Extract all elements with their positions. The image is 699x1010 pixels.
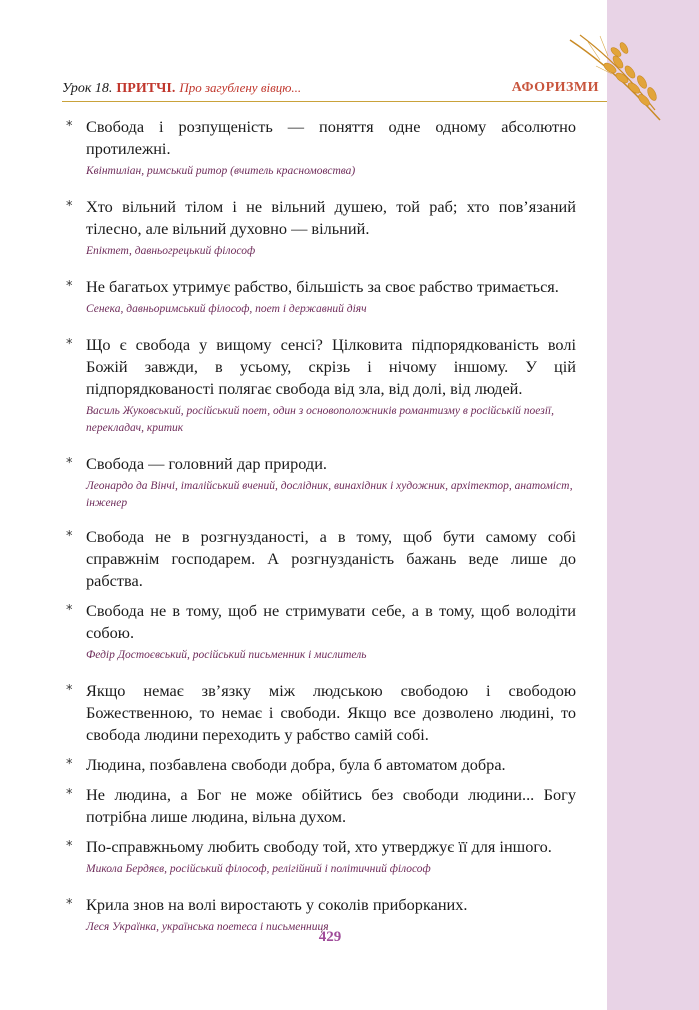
aphorism-item — [66, 276, 576, 318]
aphorism-text: Людина, позбавлена свободи добра, була б автоматом добра. — [86, 755, 506, 774]
lesson-subtitle: Про загублену вівцю... — [179, 80, 302, 95]
bullet-asterisk-icon: * — [66, 456, 73, 471]
aphorism-item — [66, 196, 576, 260]
lesson-title: ПРИТЧІ. — [116, 81, 176, 96]
aphorism-item — [66, 784, 576, 828]
aphorism-text: Хто вільний тілом і не вільний душею, той раб; хто пов’язаний тілесно, але вільний духовно — вільний. — [86, 197, 576, 238]
aphorism-item — [66, 526, 576, 592]
aphorism-author: Василь Жуковський, російський поет, один з основоположників романтизму в російській поезії, перекладач, критик — [86, 405, 555, 434]
header-divider — [62, 101, 607, 102]
side-color-band — [607, 0, 699, 1010]
aphorism-text: По-справжньому любить свободу той, хто утверджує її для іншого. — [86, 837, 552, 856]
bullet-asterisk-icon: * — [66, 839, 73, 854]
aphorism-text: Свобода не в розгнузданості, а в тому, щоб бути самому собі справжнім господарем. А розгнузданість бажань веде лише до рабства. — [86, 527, 576, 590]
bullet-asterisk-icon: * — [66, 897, 73, 912]
aphorism-item — [66, 680, 576, 746]
aphorism-author: Леонардо да Вінчі, італійський вчений, дослідник, винахідник і художник, архітектор, анатоміст, інженер — [86, 480, 573, 509]
aphorism-item — [66, 453, 576, 512]
aphorism-text: Якщо немає зв’язку між людською свободою і свободою Божественною, то немає і свободи. Якщо все дозволено людині, то свобода людини переходить у рабство самій собі. — [86, 681, 576, 744]
aphorisms-list — [66, 116, 576, 936]
aphorism-text: Свобода — головний дар природи. — [86, 454, 327, 473]
page-header — [62, 80, 599, 100]
bullet-asterisk-icon: * — [66, 337, 73, 352]
aphorism-author: Квінтиліан, римський ритор (вчитель красномовства) — [86, 165, 356, 177]
aphorism-text: Крила знов на волі виростають у соколів приборканих. — [86, 895, 468, 914]
aphorism-author: Сенека, давньоримський філософ, поет і державний діяч — [86, 303, 367, 315]
aphorism-text: Свобода і розпущеність — поняття одне одному абсолютно протилежні. — [86, 117, 576, 158]
aphorism-author: Епіктет, давньогрецький філософ — [86, 245, 256, 257]
aphorism-item — [66, 116, 576, 180]
aphorism-text: Не людина, а Бог не може обійтись без свободи людини... Богу потрібна лише людина, вільна духом. — [86, 785, 576, 826]
aphorism-text: Що є свобода у вищому сенсі? Цілковита підпорядкованість волі Божій завжди, в усьому, скрізь і нічому іншому. У цій підпорядкованості полягає свобода від зла, від долі, від людей. — [86, 335, 576, 398]
aphorism-item — [66, 600, 576, 664]
bullet-asterisk-icon: * — [66, 683, 73, 698]
aphorism-text: Не багатьох утримує рабство, більшість за своє рабство тримається. — [86, 277, 559, 296]
wheat-ears-icon — [560, 30, 670, 125]
bullet-asterisk-icon: * — [66, 757, 73, 772]
bullet-asterisk-icon: * — [66, 119, 73, 134]
aphorism-item — [66, 754, 576, 776]
lesson-number: Урок 18. — [62, 81, 113, 96]
bullet-asterisk-icon: * — [66, 199, 73, 214]
aphorism-item — [66, 836, 576, 878]
aphorism-author: Микола Бердяєв, російський філософ, релігійний і політичний філософ — [86, 863, 431, 875]
bullet-asterisk-icon: * — [66, 279, 73, 294]
page-number: 429 — [318, 929, 342, 945]
bullet-asterisk-icon: * — [66, 529, 73, 544]
bullet-asterisk-icon: * — [66, 787, 73, 802]
aphorism-author: Леся Українка, українська поетеса і письменниця — [86, 921, 329, 933]
bullet-asterisk-icon: * — [66, 603, 73, 618]
aphorism-text: Свобода не в тому, щоб не стримувати себе, а в тому, щоб володіти собою. — [86, 601, 576, 642]
aphorism-item — [66, 334, 576, 437]
aphorism-author: Федір Достоєвський, російський письменник і мислитель — [86, 649, 367, 661]
section-title: АФОРИЗМИ — [511, 80, 599, 95]
